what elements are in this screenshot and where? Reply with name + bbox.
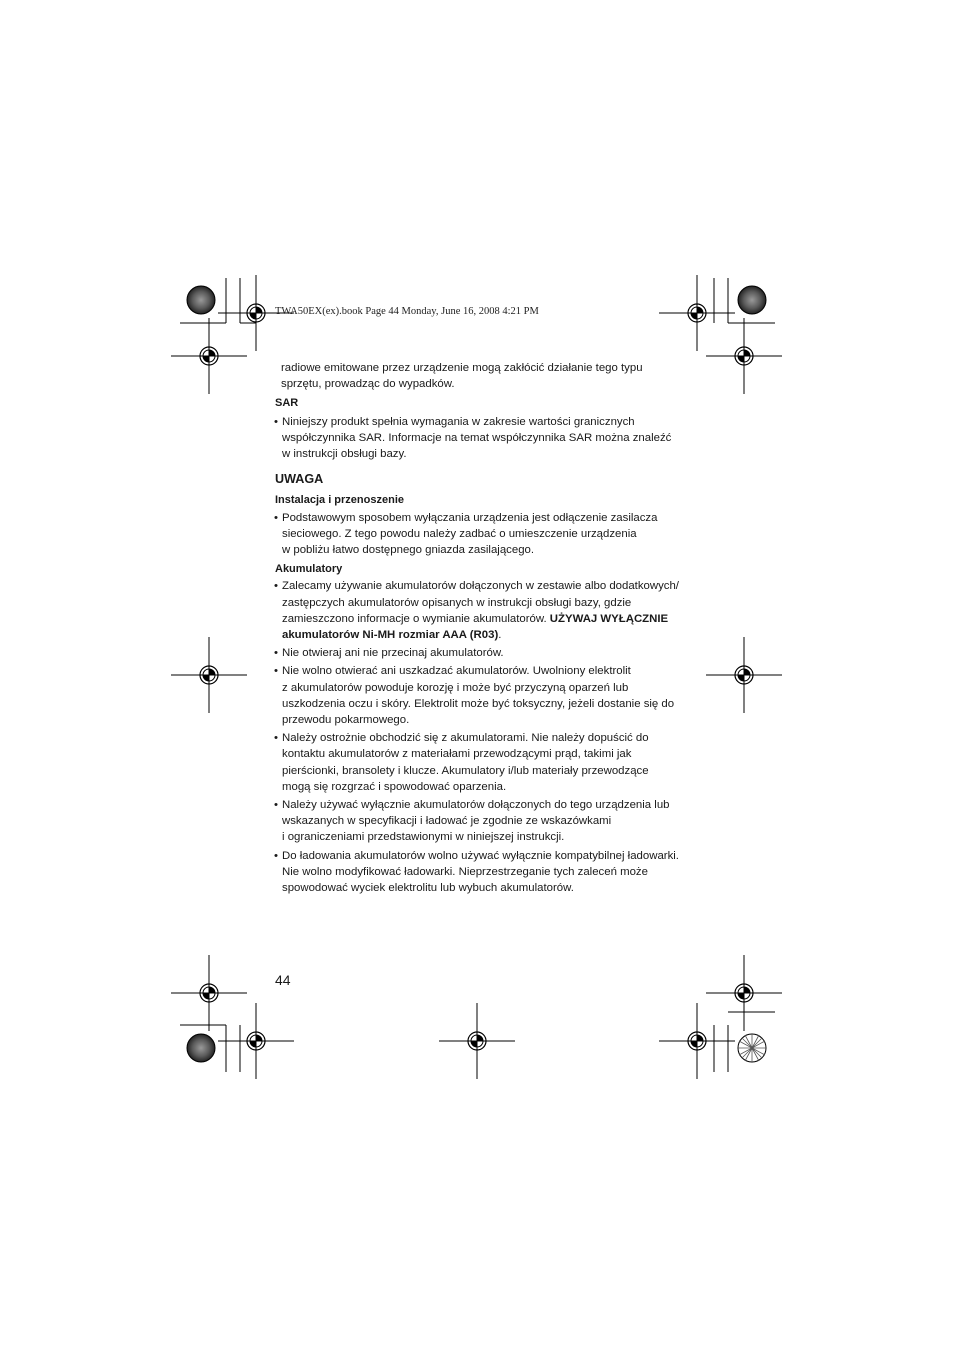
battery-b1-line-4 — [282, 627, 687, 643]
battery-bullet-3 — [275, 663, 687, 728]
sar-line-1: • Niniejszy produkt spełnia wymagania w zakresie wartości granicznych — [282, 415, 635, 428]
installation-heading: Instalacja i przenoszenie — [275, 494, 404, 507]
intro-line-1: radiowe emitowane przez urządzenie mogą zakłócić działanie tego typu — [281, 362, 643, 374]
star-target-bottom-left — [187, 1034, 215, 1062]
battery-b5-line-2: wskazanych w specyfikacji i ładować je zgodnie ze wskazówkami — [282, 815, 612, 828]
star-target-top-left — [187, 286, 215, 314]
battery-b3-line-4: przewodu pokarmowego. — [282, 714, 410, 727]
intro-line-2: sprzętu, prowadząc do wypadków. — [281, 378, 455, 391]
battery-bullet-1 — [275, 578, 687, 643]
installation-bullet — [275, 510, 687, 559]
battery-b1-emphasis-2: akumulatorów Ni-MH rozmiar AAA (R03) — [282, 629, 499, 642]
battery-b4-line-4: mogą się rozgrzać i spowodować oparzenia. — [282, 780, 507, 793]
battery-b1-line-1: • Zalecamy używanie akumulatorów dołączonych w zestawie albo dodatkowych/ — [282, 580, 679, 593]
battery-bullet-5 — [275, 797, 687, 846]
battery-b3-line-1: • Nie wolno otwierać ani uszkadzać akumulatorów. Uwolniony elektrolit — [282, 665, 631, 678]
battery-b6-line-2: Nie wolno modyfikować ładowarki. Nieprzestrzeganie tych zaleceń może — [282, 865, 648, 878]
battery-b1-line-3 — [282, 611, 687, 627]
battery-b1-line-3-text: zamieszczono informacje o wymianie akumulatorów. — [282, 612, 550, 625]
sar-heading: SAR — [275, 397, 299, 410]
uwaga-heading: UWAGA — [275, 472, 324, 487]
battery-b5-line-3: i ograniczeniami przedstawionymi w niniejszej instrukcji. — [282, 831, 565, 844]
installation-line-3: w pobliżu łatwo dostępnego gniazda zasilającego. — [282, 544, 535, 557]
star-target-top-right — [738, 286, 766, 314]
star-target-bottom-right — [738, 1034, 766, 1062]
book-file-info: TWA50EX(ex).book Page 44 Monday, June 16, 2008 4:21 PM — [275, 306, 539, 317]
sar-bullet — [275, 414, 687, 463]
battery-b6-line-1: • Do ładowania akumulatorów wolno używać wyłącznie kompatybilnej ładowarki. — [282, 849, 679, 862]
battery-b1-emphasis-1: UŻYWAJ WYŁĄCZNIE — [549, 612, 669, 625]
battery-b3-line-2: z akumulatorów powoduje korozję i może być przyczyną oparzeń lub — [282, 681, 629, 694]
document-body — [275, 360, 687, 898]
battery-b4-line-2: kontaktu akumulatorów z materiałami przewodzącymi prąd, takimi jak — [282, 748, 632, 761]
battery-b3-line-3: uszkodzenia oczu i skóry. Elektrolit może być toksyczny, jeżeli dostanie się do — [282, 697, 675, 710]
page-number: 44 — [275, 972, 291, 988]
installation-line-2: sieciowego. Z tego powodu należy zadbać o umieszczenie urządzenia — [282, 527, 637, 540]
battery-b1-line-2: zastępczych akumulatorów opisanych w instrukcji obsługi bazy, gdzie — [282, 596, 632, 609]
sar-line-3: w instrukcji obsługi bazy. — [282, 448, 407, 461]
batteries-list — [275, 578, 687, 896]
battery-b6-line-3: spowodować wyciek elektrolitu lub wybuch akumulatorów. — [282, 882, 574, 895]
battery-b5-line-1: • Należy używać wyłącznie akumulatorów dołączonych do tego urządzenia lub — [282, 799, 670, 812]
battery-b4-line-1: • Należy ostrożnie obchodzić się z akumulatorami. Nie należy dopuścić do — [282, 732, 649, 745]
battery-b4-line-3: pierścionki, bransolety i klucze. Akumulatory i/lub materiały przewodzące — [282, 764, 649, 777]
sar-list — [275, 414, 687, 463]
battery-bullet-4 — [275, 730, 687, 795]
battery-bullet-6 — [275, 848, 687, 897]
battery-b2-line-1: • Nie otwieraj ani nie przecinaj akumulatorów. — [282, 647, 504, 660]
installation-line-1: • Podstawowym sposobem wyłączania urządzenia jest odłączenie zasilacza — [282, 511, 658, 524]
battery-b1-line-4-end: . — [498, 629, 502, 642]
batteries-heading: Akumulatory — [275, 563, 343, 576]
battery-bullet-2 — [275, 645, 687, 661]
sar-line-2: współczynnika SAR. Informacje na temat współczynnika SAR można znaleźć — [282, 431, 672, 444]
installation-list — [275, 510, 687, 559]
